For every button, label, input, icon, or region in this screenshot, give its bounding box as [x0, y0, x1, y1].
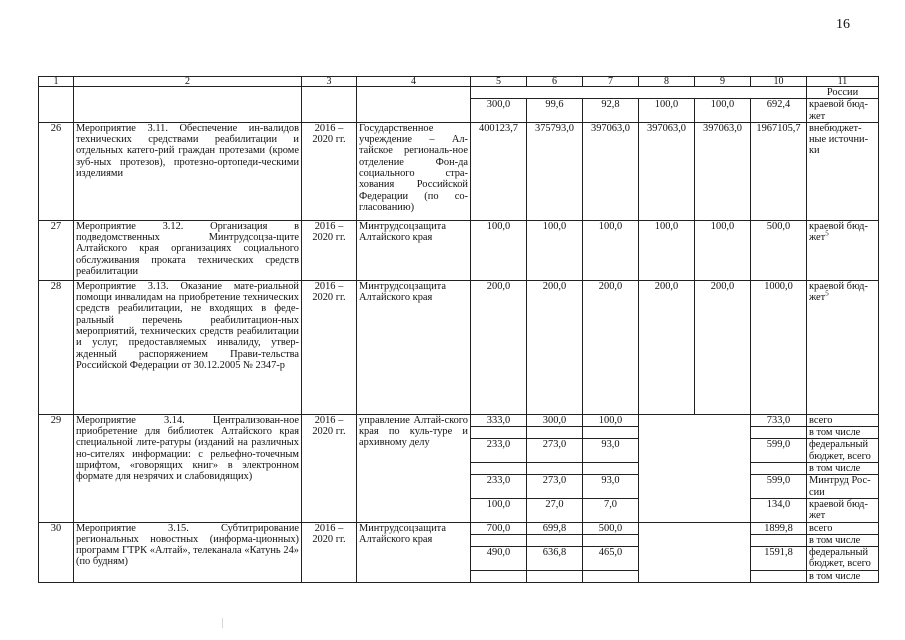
value-cell: 273,0 [527, 475, 583, 499]
value-cell: 333,0 [471, 414, 527, 426]
program-table [38, 76, 879, 583]
funding-source: всего [807, 414, 879, 426]
value-cell [527, 570, 583, 582]
value-cell: 233,0 [471, 475, 527, 499]
period: 2016 – 2020 гг. [302, 280, 357, 414]
value-cell: 500,0 [751, 220, 807, 280]
scan-artifact-line [222, 618, 223, 628]
value-cell: 599,0 [751, 439, 807, 463]
funding-source: федеральный бюджет, всего [807, 439, 879, 463]
period: 2016 – 2020 гг. [302, 122, 357, 220]
row-number: 30 [39, 522, 74, 582]
period [302, 87, 357, 123]
executor: Государственное учреждение – Ал-тайское региональ-ное отделение Фон-да социального стра-хования Российской Федерации (по со-гласованию) [357, 122, 471, 220]
row-number [39, 87, 74, 123]
measure-name: Мероприятие 3.12. Организация в подведомственных Минтрудсоцза-щите Алтайского края организациях социального обслуживания проката технических средств реабилитации [74, 220, 302, 280]
value-cell [471, 570, 527, 582]
value-cell: 93,0 [583, 475, 639, 499]
value-cell: 200,0 [527, 280, 583, 414]
value-cell [527, 463, 583, 475]
value-cell: 93,0 [583, 439, 639, 463]
funding-source: Минтруд Рос-сии [807, 475, 879, 499]
value-cell: 636,8 [527, 547, 583, 571]
table-row [39, 280, 879, 414]
value-cell: 100,0 [471, 220, 527, 280]
header-cell: 6 [527, 77, 583, 87]
value-cell: 100,0 [471, 498, 527, 522]
row-number: 26 [39, 122, 74, 220]
measure-name [74, 87, 302, 123]
executor [357, 87, 471, 123]
value-cell: 200,0 [639, 280, 695, 414]
value-cell: 233,0 [471, 439, 527, 463]
header-cell: 7 [583, 77, 639, 87]
executor: Минтрудсоцзащита Алтайского края [357, 522, 471, 582]
value-cell [583, 534, 639, 546]
value-cell [527, 427, 583, 439]
value-cell: 27,0 [527, 498, 583, 522]
value-cell: 490,0 [471, 547, 527, 571]
executor: Минтрудсоцзащита Алтайского края [357, 220, 471, 280]
value-cell: 99,6 [527, 99, 583, 123]
value-cell: 400123,7 [471, 122, 527, 220]
value-cell [751, 463, 807, 475]
footnote-mark: 5 [825, 229, 829, 238]
funding-source: краевой бюд-жет [807, 498, 879, 522]
value-cell: 1000,0 [751, 280, 807, 414]
measure-name: Мероприятие 3.14. Централизован-ное приобретение для библиотек Алтайского края специальной лите-ратуры (изданий на различных но-сителях информации: с рельефно-точечным шрифтом, «говорящих книг» в электронном формате для незрячих и слабовидящих) [74, 414, 302, 522]
value-cell: 1899,8 [751, 522, 807, 534]
value-cell: 134,0 [751, 498, 807, 522]
value-cell [751, 534, 807, 546]
row-number: 27 [39, 220, 74, 280]
table-row [39, 220, 879, 280]
value-cell [527, 534, 583, 546]
header-cell: 5 [471, 77, 527, 87]
value-cell: 375793,0 [527, 122, 583, 220]
value-cell: 397063,0 [583, 122, 639, 220]
value-cell: 200,0 [695, 280, 751, 414]
value-cell: 100,0 [583, 220, 639, 280]
footnote-mark: 5 [825, 289, 829, 298]
value-cell [583, 570, 639, 582]
value-cell [639, 414, 751, 522]
header-cell: 8 [639, 77, 695, 87]
measure-name: Мероприятие 3.15. Субтитрирование региональных новостных (информа-ционных) программ ГТРК «Алтай», телеканала «Катунь 24» (по будням) [74, 522, 302, 582]
value-cell: 699,8 [527, 522, 583, 534]
value-cell: 7,0 [583, 498, 639, 522]
value-cell: 300,0 [471, 99, 527, 123]
header-cell: 2 [74, 77, 302, 87]
value-cell: 397063,0 [639, 122, 695, 220]
value-cell [583, 463, 639, 475]
value-cell: 100,0 [695, 99, 751, 123]
header-cell: 9 [695, 77, 751, 87]
funding-source: федеральный бюджет, всего [807, 547, 879, 571]
value-cell: 599,0 [751, 475, 807, 499]
row-number: 28 [39, 280, 74, 414]
funding-source: в том числе [807, 427, 879, 439]
value-cell [471, 534, 527, 546]
funding-source: в том числе [807, 570, 879, 582]
header-cell: 3 [302, 77, 357, 87]
table-row [39, 414, 879, 426]
value-cell [583, 427, 639, 439]
value-cell: 300,0 [527, 414, 583, 426]
funding-source-text: краевой бюд-жет [809, 220, 868, 244]
header-cell: 1 [39, 77, 74, 87]
value-cell: 1591,8 [751, 547, 807, 571]
funding-source: внебюджет-ные источни-ки [807, 122, 879, 220]
value-cell: 100,0 [527, 220, 583, 280]
header-row [39, 77, 879, 87]
value-cell: 733,0 [751, 414, 807, 426]
carry-row [39, 87, 879, 99]
value-cell: 1967105,7 [751, 122, 807, 220]
page-number: 16 [836, 17, 850, 32]
period: 2016 – 2020 гг. [302, 522, 357, 582]
value-cell [471, 463, 527, 475]
header-cell: 11 [807, 77, 879, 87]
value-cell: 100,0 [639, 220, 695, 280]
value-cell: 100,0 [639, 99, 695, 123]
period: 2016 – 2020 гг. [302, 414, 357, 522]
measure-name: Мероприятие 3.13. Оказание мате-риальной помощи инвалидам на приобретение технических средств реабилитации, не входящих в феде-ральный перечень реабилитацион-ных мероприятий, технических средств реабилитации и услуг, предоставляемых инвалиду, утвер-жденный распоряжением Прави-тельства Российской Федерации от 30.12.2005 № 2347-р [74, 280, 302, 414]
value-cell: 100,0 [695, 220, 751, 280]
funding-source: краевой бюд-жет [807, 99, 879, 123]
header-cell: 4 [357, 77, 471, 87]
value-cell: 200,0 [471, 280, 527, 414]
value-cell: 500,0 [583, 522, 639, 534]
funding-source [807, 280, 879, 414]
funding-source: России [807, 87, 879, 99]
value-cell: 92,8 [583, 99, 639, 123]
value-cell: 273,0 [527, 439, 583, 463]
funding-source-text: краевой бюд-жет [809, 280, 868, 304]
executor: управление Алтай-ского края по куль-туре и архивному делу [357, 414, 471, 522]
value-cell [471, 427, 527, 439]
funding-source: в том числе [807, 534, 879, 546]
period: 2016 – 2020 гг. [302, 220, 357, 280]
executor: Минтрудсоцзащита Алтайского края [357, 280, 471, 414]
funding-source: в том числе [807, 463, 879, 475]
value-cell: 700,0 [471, 522, 527, 534]
value-cell [751, 427, 807, 439]
value-cell [639, 522, 751, 582]
measure-name: Мероприятие 3.11. Обеспечение ин-валидов технических средствами реабилитации и отдельных катего-рий граждан протезами (кроме зуб-ных протезов), протезно-ортопеди-ческими изделиями [74, 122, 302, 220]
row-number: 29 [39, 414, 74, 522]
table-row [39, 122, 879, 220]
value-cell: 200,0 [583, 280, 639, 414]
header-cell: 10 [751, 77, 807, 87]
table-row [39, 522, 879, 534]
value-cell: 692,4 [751, 99, 807, 123]
value-cell: 100,0 [583, 414, 639, 426]
value-cell [751, 570, 807, 582]
funding-source [807, 220, 879, 280]
value-cell [471, 87, 807, 99]
funding-source: всего [807, 522, 879, 534]
value-cell: 465,0 [583, 547, 639, 571]
value-cell: 397063,0 [695, 122, 751, 220]
